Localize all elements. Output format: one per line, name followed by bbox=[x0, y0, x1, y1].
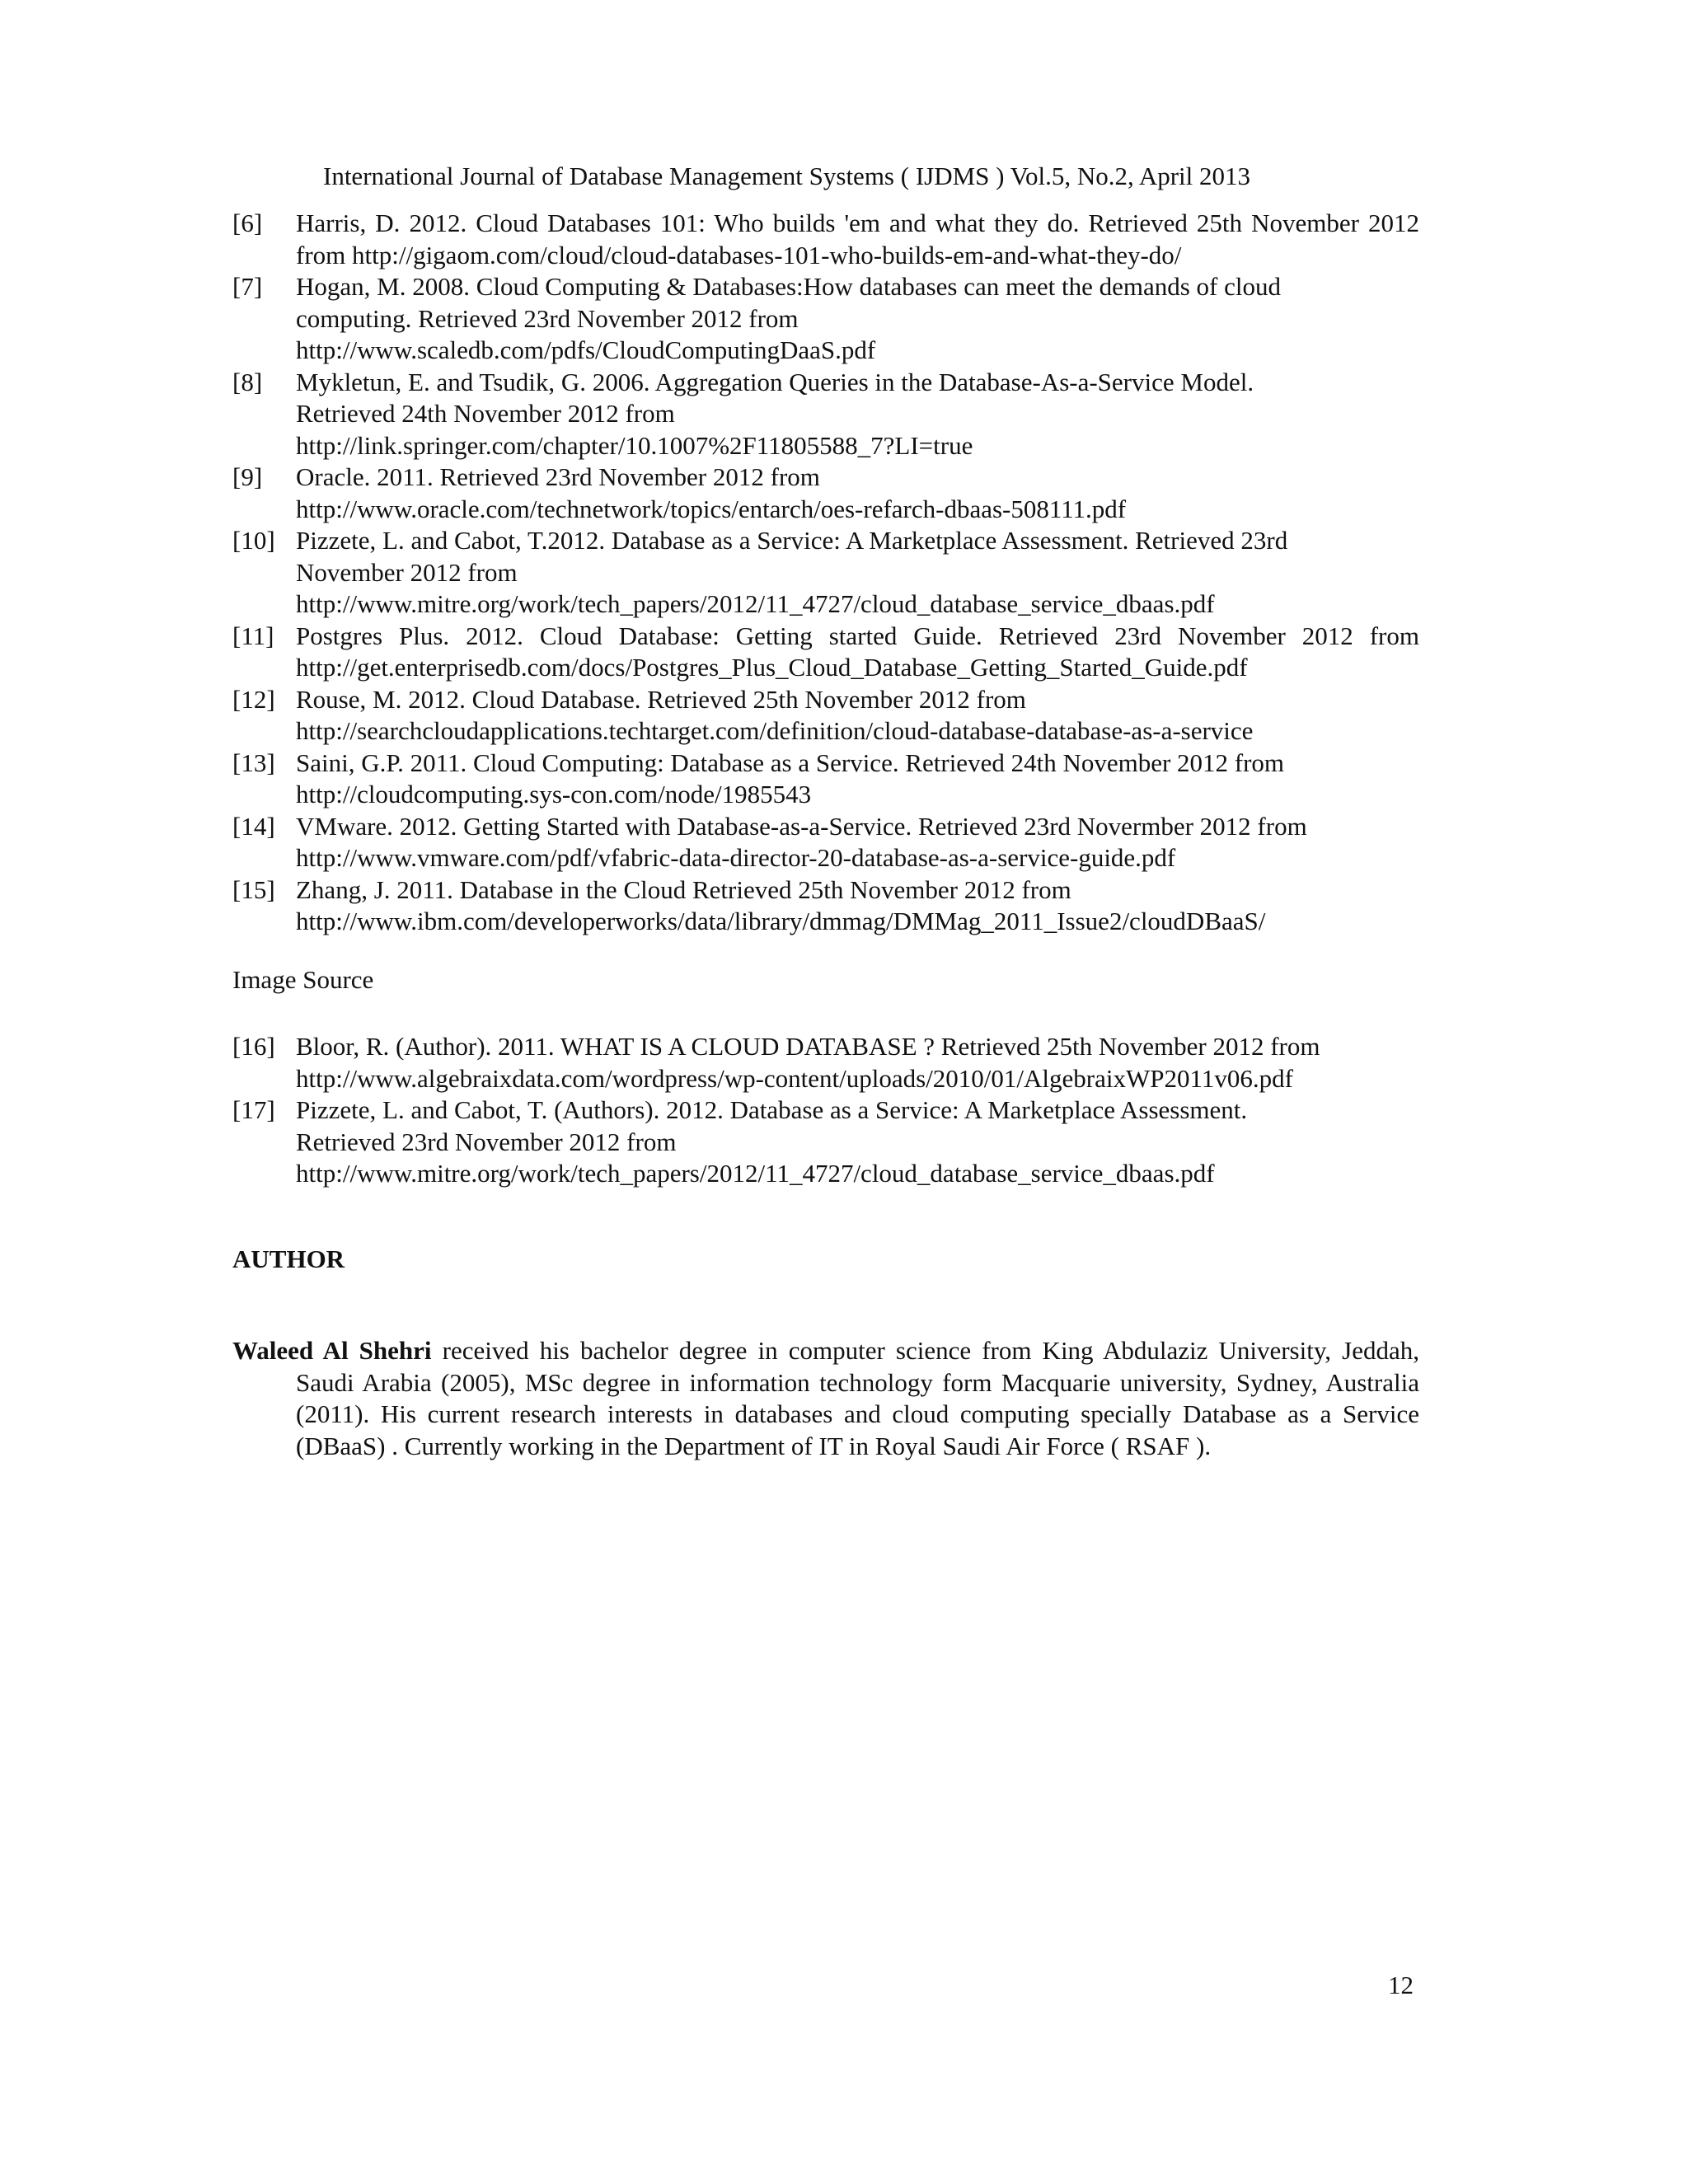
author-name: Waleed Al Shehri bbox=[232, 1336, 432, 1365]
author-heading: AUTHOR bbox=[232, 1244, 345, 1273]
image-source-list bbox=[232, 1031, 1419, 1190]
reference-text: Pizzete, L. and Cabot, T.2012. Database as a Service: A Marketplace Assessment. Retrieved 23rd November 2012 from http://www.mitre.org/work/tech_papers/2012/11_4727/cloud_database_service_dbaas.pdf bbox=[296, 526, 1288, 618]
reference-number: [7] bbox=[232, 272, 263, 301]
reference-number: [9] bbox=[232, 462, 263, 491]
reference-number: [15] bbox=[232, 874, 275, 904]
reference-item bbox=[232, 684, 1419, 748]
reference-item bbox=[232, 462, 1419, 525]
reference-number: [14] bbox=[232, 811, 275, 841]
reference-number: [12] bbox=[232, 684, 275, 714]
reference-text: Postgres Plus. 2012. Cloud Database: Getting started Guide. Retrieved 23rd November 2012 from http://get.enterprisedb.com/docs/Postgres_Plus_Cloud_Database_Getting_Started_Guide.pdf bbox=[296, 621, 1419, 682]
author-bio-text: received his bachelor degree in computer science from King Abdulaziz University, Jeddah, Saudi Arabia (2005), MSc degree in information technology form Macquarie university, Sydney, Australia (2011). His current research interests in databases and cloud computing specially Database as a Service (DBaaS) . Currently working in the Department of IT in Royal Saudi Air Force ( RSAF ). bbox=[296, 1336, 1419, 1460]
reference-text: Mykletun, E. and Tsudik, G. 2006. Aggregation Queries in the Database-As-a-Service Model. Retrieved 24th November 2012 from http://link.springer.com/chapter/10.1007%2F11805588_7?LI=true bbox=[296, 367, 1254, 460]
reference-item bbox=[232, 811, 1419, 874]
reference-number: [13] bbox=[232, 748, 275, 777]
reference-text: Rouse, M. 2012. Cloud Database. Retrieved 25th November 2012 from http://searchcloudapplications.techtarget.com/definition/cloud-database-database-as-a-service bbox=[296, 684, 1254, 745]
reference-text: Bloor, R. (Author). 2011. WHAT IS A CLOUD DATABASE ? Retrieved 25th November 2012 from http://www.algebraixdata.com/wordpress/wp-content/uploads/2010/01/AlgebraixWP2011v06.pdf bbox=[296, 1032, 1320, 1093]
reference-item bbox=[232, 1031, 1419, 1094]
reference-item bbox=[232, 748, 1419, 811]
reference-text: Saini, G.P. 2011. Cloud Computing: Database as a Service. Retrieved 24th November 2012 from http://cloudcomputing.sys-con.com/node/1985543 bbox=[296, 748, 1285, 808]
reference-number: [17] bbox=[232, 1095, 275, 1124]
reference-text: Oracle. 2011. Retrieved 23rd November 2012 from http://www.oracle.com/technetwork/topics/entarch/oes-refarch-dbaas-508111.pdf bbox=[296, 462, 1127, 523]
reference-item bbox=[232, 367, 1419, 462]
reference-item bbox=[232, 271, 1419, 367]
reference-number: [16] bbox=[232, 1032, 275, 1061]
reference-list bbox=[232, 208, 1419, 938]
reference-number: [11] bbox=[232, 621, 274, 650]
reference-item bbox=[232, 1094, 1419, 1190]
author-bio bbox=[232, 1335, 1419, 1462]
reference-number: [8] bbox=[232, 367, 263, 396]
page-number: 12 bbox=[1388, 1971, 1414, 1999]
reference-text: Pizzete, L. and Cabot, T. (Authors). 2012. Database as a Service: A Marketplace Assessment. Retrieved 23rd November 2012 from http://www.mitre.org/work/tech_papers/2012/11_4727/cloud_database_service_dbaas.pdf bbox=[296, 1095, 1248, 1188]
reference-number: [6] bbox=[232, 209, 263, 237]
reference-text: Harris, D. 2012. Cloud Databases 101: Who builds 'em and what they do. Retrieved 25th November 2012 from http://gigaom.com/cloud/cloud-databases-101-who-builds-em-and-what-they-do/ bbox=[296, 209, 1419, 269]
reference-text: Hogan, M. 2008. Cloud Computing & Databases:How databases can meet the demands of cloud computing. Retrieved 23rd November 2012 from http://www.scaledb.com/pdfs/CloudComputingDaaS.pdf bbox=[296, 272, 1281, 364]
reference-text: VMware. 2012. Getting Started with Database-as-a-Service. Retrieved 23rd Novermber 2012 from http://www.vmware.com/pdf/vfabric-data-director-20-database-as-a-service-guide.pdf bbox=[296, 811, 1307, 872]
reference-item bbox=[232, 621, 1419, 684]
reference-text: Zhang, J. 2011. Database in the Cloud Retrieved 25th November 2012 from http://www.ibm.com/developerworks/data/library/dmmag/DMMag_2011_Issue2/cloudDBaaS/ bbox=[296, 874, 1266, 935]
reference-item bbox=[232, 874, 1419, 938]
reference-number: [10] bbox=[232, 526, 275, 555]
image-source-label: Image Source bbox=[232, 965, 374, 994]
reference-item bbox=[232, 525, 1419, 621]
reference-item bbox=[232, 208, 1419, 271]
running-header: International Journal of Database Management Systems ( IJDMS ) Vol.5, No.2, April 2013 bbox=[323, 162, 1251, 190]
